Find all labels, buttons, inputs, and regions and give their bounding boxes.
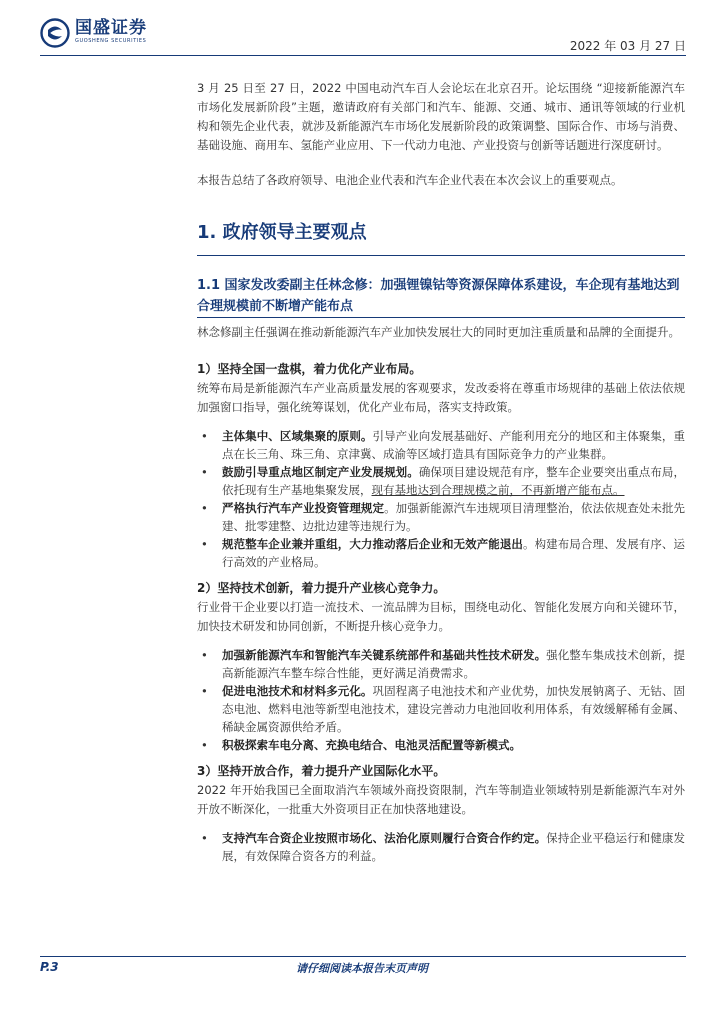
logo-subtitle: GUOSHENG SECURITIES <box>75 38 147 44</box>
guosheng-logo-icon <box>40 18 70 48</box>
intro-paragraph: 3 月 25 日至 27 日，2022 中国电动汽车百人会论坛在北京召开。论坛围绕 “迎接新能源汽车市场化发展新阶段”主题，邀请政府有关部门和汽车、能源、交通、城市、通讯等领域的行业机构和领先企业代表，就涉及新能源汽车市场化发展新阶段的政策调整、国际合作、市场与消费、基础设施、商用车、氢能产业应用、下一代动力电池、产业投资与创新等话题进行深度研讨。 <box>197 81 685 152</box>
list-item: • 规范整车企业兼并重组，大力推动落后企业和无效产能退出。构建布局合理、发展有序、运行高效的产业格局。 <box>201 537 685 569</box>
section-divider <box>197 255 685 256</box>
subsection-divider <box>197 317 685 318</box>
footer-divider <box>40 956 686 957</box>
point-list-2 <box>197 646 685 754</box>
logo-name: 国盛证券 <box>75 18 147 38</box>
company-logo <box>40 18 147 48</box>
point-text-3: 2022 年开始我国已全面取消汽车领域外商投资限制，汽车等制造业领域特别是新能源汽车对外开放不断深化，一批重大外资项目正在加快落地建设。 <box>197 783 685 816</box>
list-item: • 支持汽车合资企业按照市场化、法治化原则履行合资合作约定。保持企业平稳运行和健康发展，有效保障合资各方的利益。 <box>201 831 686 863</box>
list-item: • 严格执行汽车产业投资管理规定。加强新能源汽车违规项目清理整治，依法依规查处未批先建、批零建整、边批边建等违规行为。 <box>201 501 685 533</box>
point-list-1 <box>197 427 685 571</box>
header-divider <box>40 55 686 56</box>
point-heading-2: 2）坚持技术创新，着力提升产业核心竞争力。 <box>197 581 446 595</box>
list-item: • 促进电池技术和材料多元化。巩固程离子电池技术和产业优势，加快发展钠离子、无钴、固态电池、燃料电池等新型电池技术，建设完善动力电池回收利用体系，有效缓解稀有金属、稀缺金属资源供给矛盾。 <box>201 684 685 734</box>
subsection-intro: 林念修副主任强调在推动新能源汽车产业加快发展壮大的同时更加注重质量和品牌的全面提升。 <box>197 325 680 339</box>
point-heading-3: 3）坚持开放合作，着力提升产业国际化水平。 <box>197 764 446 778</box>
section-title: 1. 政府领导主要观点 <box>197 222 367 243</box>
point-text-2: 行业骨干企业要以打造一流技术、一流品牌为目标，围绕电动化、智能化发展方向和关键环节，加快技术研发和协同创新，不断提升核心竞争力。 <box>197 600 685 633</box>
point-heading-1: 1）坚持全国一盘棋，着力优化产业布局。 <box>197 362 422 376</box>
main-content <box>197 79 685 873</box>
point-list-3 <box>197 829 685 865</box>
report-date: 2022 年 03 月 27 日 <box>569 39 686 53</box>
summary-paragraph: 本报告总结了各政府领导、电池企业代表和汽车企业代表在本次会议上的重要观点。 <box>197 173 623 187</box>
list-item: • 加强新能源汽车和智能汽车关键系统部件和基础共性技术研发。强化整车集成技术创新，提高新能源汽车整车综合性能，更好满足消费需求。 <box>201 648 686 680</box>
list-item: • 主体集中、区域集聚的原则。引导产业向发展基础好、产能利用充分的地区和主体聚集，重点在长三角、珠三角、京津冀、成渝等区域打造具有国际竞争力的产业集群。 <box>201 429 685 461</box>
list-item: • 鼓励引导重点地区制定产业发展规划。确保项目建设规范有序，整车企业要突出重点布局，依托现有生产基地集聚发展，现有基地达到合理规模之前，不再新增产能布点。 <box>201 465 686 497</box>
subsection-title: 1.1 国家发改委副主任林念修：加强锂镍钴等资源保障体系建设，车企现有基地达到合理规模前不断增产能布点 <box>197 278 680 314</box>
footer-disclaimer: 请仔细阅读本报告末页声明 <box>296 962 428 975</box>
page-header <box>40 18 686 58</box>
list-item: • 积极探索车电分离、充换电结合、电池灵活配置等新模式。 <box>201 738 521 752</box>
page-number: P.3 <box>40 960 59 974</box>
point-text-1: 统筹布局是新能源汽车产业高质量发展的客观要求，发改委将在尊重市场规律的基础上依法依规加强窗口指导，强化统筹谋划，优化产业布局，落实支持政策。 <box>197 381 685 414</box>
